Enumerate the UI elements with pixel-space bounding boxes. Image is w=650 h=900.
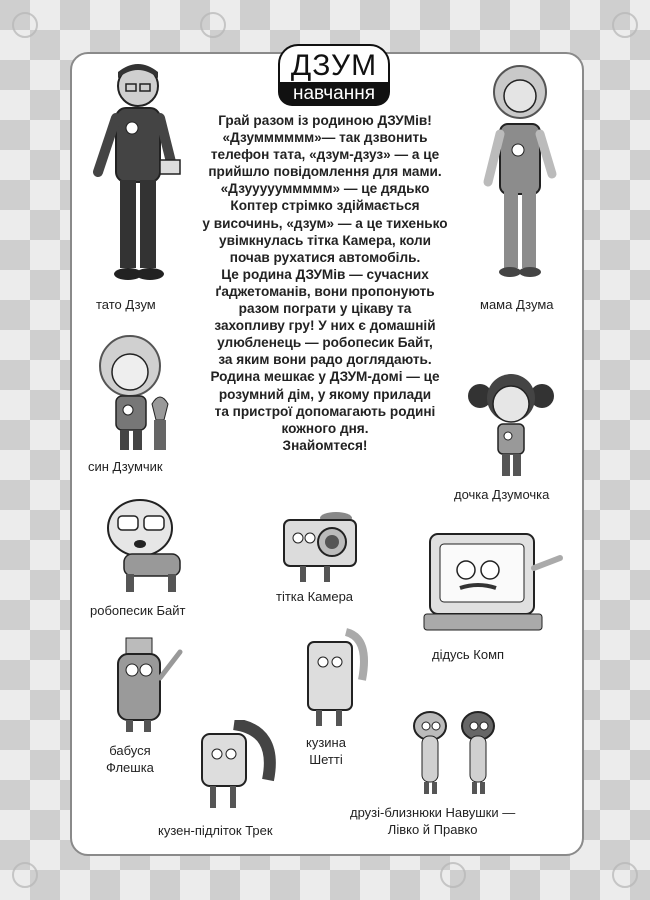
caption-fitness-tracker: кузен-підліток Трек (158, 823, 273, 838)
camera-character-icon (276, 508, 360, 588)
story-line: прийшло повідомлення для мами. (208, 164, 442, 180)
story-line: «Дзуууууммммм» — це дядько (220, 181, 430, 197)
story-line: увімкнулась тітка Камера, коли (219, 232, 431, 248)
robot-dog-icon (96, 488, 196, 596)
earbuds-twins-icon (404, 706, 504, 798)
caption-son: син Дзумчик (88, 459, 163, 474)
swirl-decoration-icon (12, 862, 38, 888)
story-line: Коптер стрімко здіймається (230, 198, 420, 214)
story-closing: Знайомтеся! (282, 437, 368, 453)
daughter-character-icon (466, 368, 556, 480)
story-heading: Грай разом із родиною ДЗУМів! (218, 113, 432, 128)
caption-line: бабуся (109, 743, 151, 758)
caption-phone (306, 734, 346, 768)
flash-drive-character-icon (100, 634, 190, 736)
caption-line: друзі-близнюки Навушки — (350, 805, 516, 820)
caption-daughter: дочка Дзумочка (454, 487, 550, 502)
caption-line: Шетті (309, 752, 343, 767)
story-line: «Дзумммммм»— так дзвонить (222, 130, 428, 146)
son-character-icon (90, 330, 180, 454)
caption-computer: дідусь Комп (432, 647, 505, 662)
story-line: захопливу гру! У них є домашній (214, 318, 436, 334)
dad-character-icon (92, 62, 184, 290)
caption-earbuds-twins (350, 804, 515, 838)
dzum-logo (278, 44, 390, 106)
story-line: у височинь, «дзум» — а це тихенько (202, 215, 448, 231)
mom-character-icon (478, 62, 564, 284)
caption-line: Флешка (106, 760, 154, 775)
story-line: улюбленець — робопесик Байт, (217, 335, 433, 351)
story-line: Родина мешкає у ДЗУМ-домі — це (210, 369, 440, 385)
caption-line: кузина (306, 735, 346, 750)
phone-character-icon (296, 628, 380, 732)
story-line: за яким вони радо доглядають. (218, 352, 432, 368)
story-line: разом пограти у цікаву та (238, 301, 412, 317)
fitness-tracker-character-icon (194, 720, 278, 816)
caption-flash-drive (106, 742, 154, 776)
swirl-decoration-icon (612, 12, 638, 38)
logo-title: ДЗУМ (278, 44, 390, 86)
story-line: розумний дім, у якому прилади (218, 386, 432, 402)
story-line: телефон тата, «дзум-дзуз» — а це (210, 147, 440, 163)
story-line: та пристрої допомагають родині (214, 403, 436, 419)
caption-dad: тато Дзум (96, 297, 156, 312)
caption-robot-dog: робопесик Байт (90, 603, 186, 618)
swirl-decoration-icon (612, 862, 638, 888)
logo-subtitle: навчання (278, 82, 390, 106)
computer-character-icon (420, 528, 570, 640)
story-text (190, 112, 460, 454)
story-line: Це родина ДЗУМів — сучасних (221, 266, 429, 282)
swirl-decoration-icon (12, 12, 38, 38)
story-line: кожного дня. (281, 420, 369, 436)
story-line: почав рухатися автомобіль. (229, 249, 421, 265)
caption-line: Лівко й Правко (387, 822, 478, 837)
caption-mom: мама Дзума (480, 297, 554, 312)
swirl-decoration-icon (200, 12, 226, 38)
caption-camera: тітка Камера (276, 589, 354, 604)
story-line: ґаджетоманів, вони пропонують (215, 283, 435, 299)
swirl-decoration-icon (440, 862, 466, 888)
